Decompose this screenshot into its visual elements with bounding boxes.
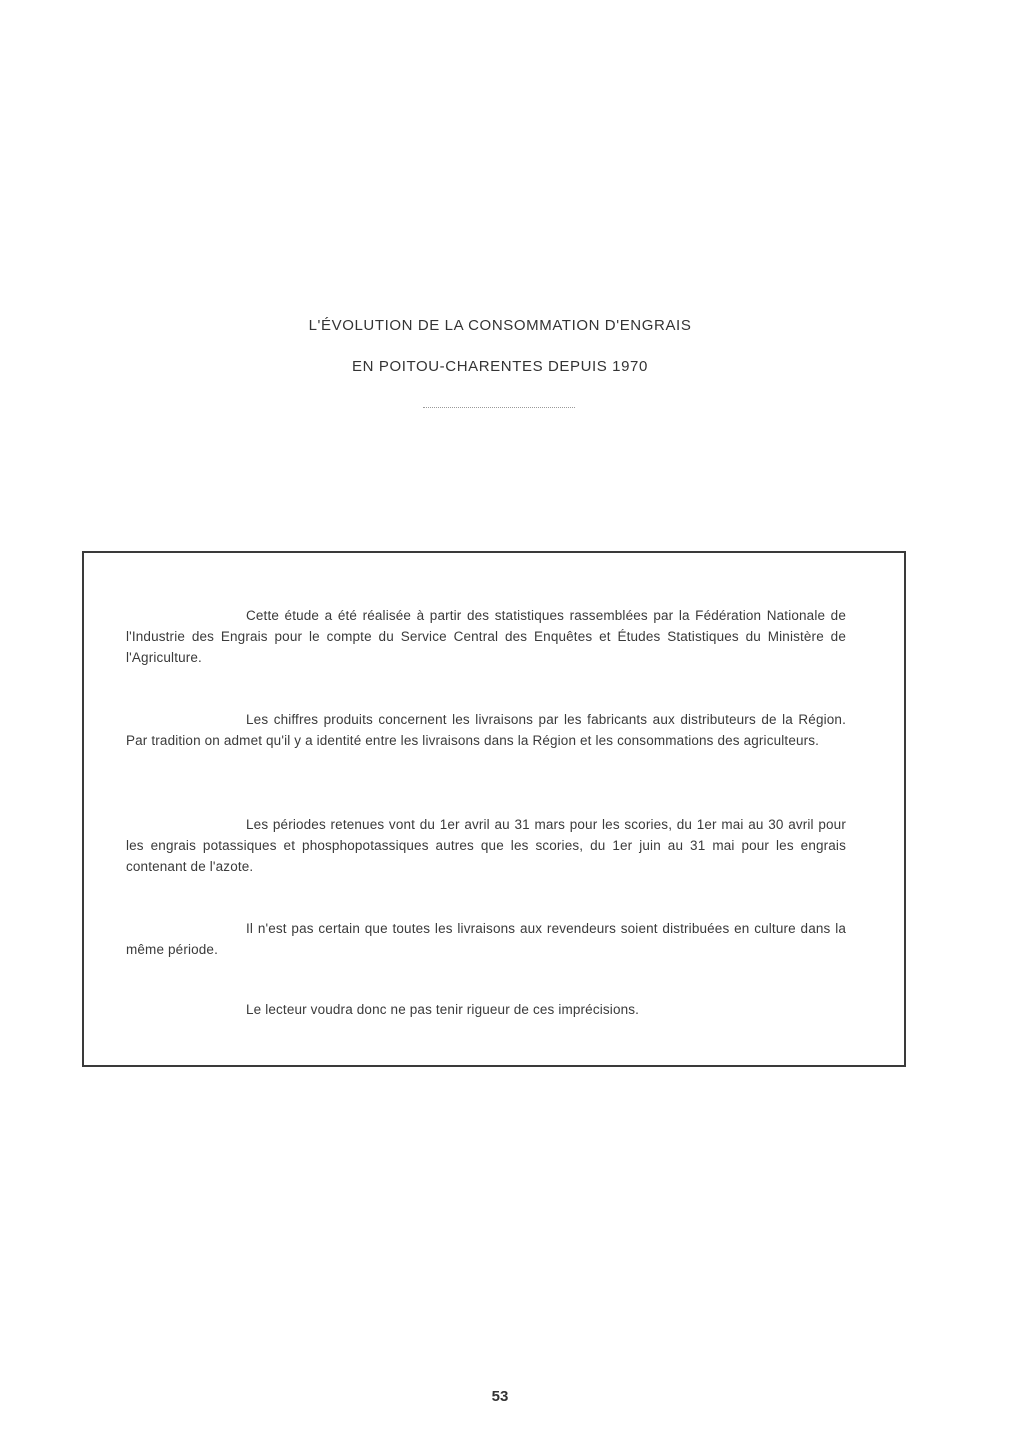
notice-paragraph-periods: Les périodes retenues vont du 1er avril au 31 mars pour les scories, du 1er mai au 30 avril pour les engrais potassiques et phosphopotassiques autres que les scories, du 1er juin au 31 mai pour les engrais contenant de l'azote. — [126, 817, 846, 874]
title-divider — [423, 407, 575, 408]
notice-paragraph-distribution: Il n'est pas certain que toutes les livraisons aux revendeurs soient distribuées en culture dans la même période. — [126, 921, 846, 957]
notice-paragraph-caveat: Le lecteur voudra donc ne pas tenir rigueur de ces imprécisions. — [246, 1002, 640, 1017]
notice-paragraph-source: Cette étude a été réalisée à partir des statistiques rassemblées par la Fédération Nationale de l'Industrie des Engrais pour le compte du Service Central des Enquêtes et Études Statistiques du Ministère de l'Agriculture. — [126, 608, 846, 665]
page-number: 53 — [491, 1388, 509, 1405]
notice-box — [82, 551, 906, 1067]
title-line-1: L'ÉVOLUTION DE LA CONSOMMATION D'ENGRAIS — [308, 317, 692, 334]
notice-paragraph-figures: Les chiffres produits concernent les livraisons par les fabricants aux distributeurs de la Région. Par tradition on admet qu'il y a identité entre les livraisons dans la Région et les consommations des agriculteurs. — [126, 712, 846, 748]
title-line-2: EN POITOU-CHARENTES DEPUIS 1970 — [352, 358, 648, 375]
